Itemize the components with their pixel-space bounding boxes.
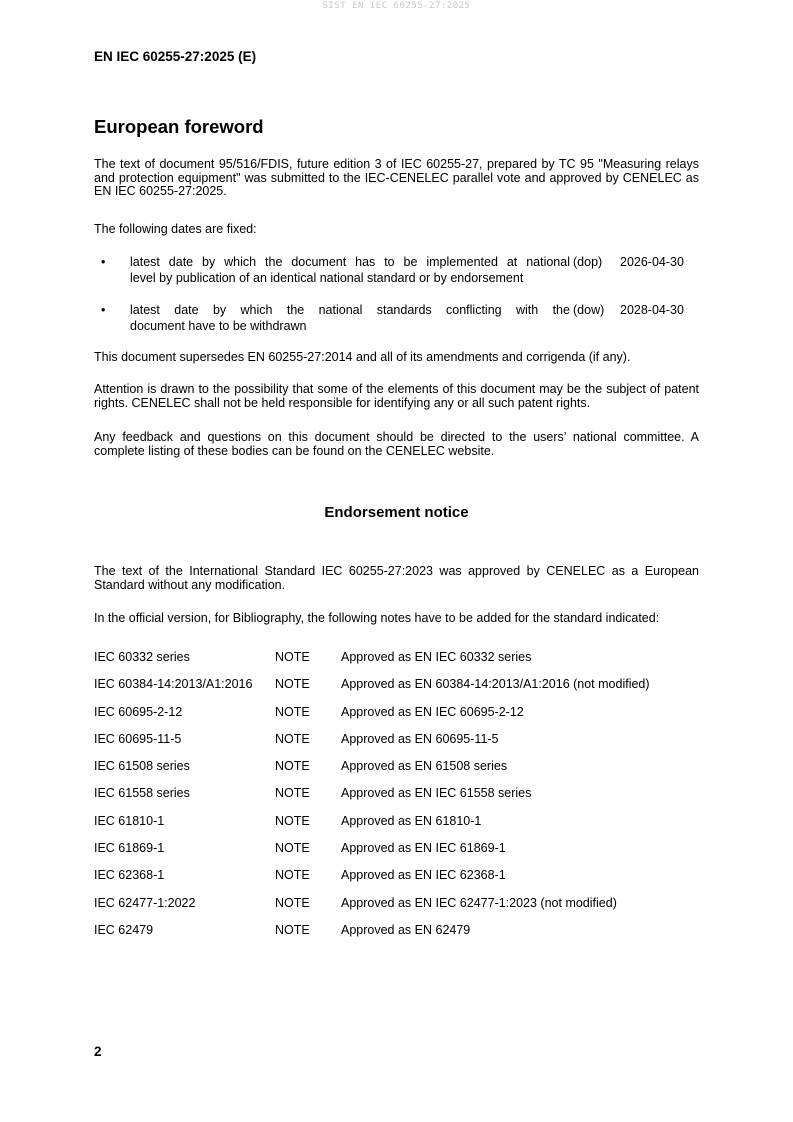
note-standard: IEC 62479 bbox=[94, 922, 154, 937]
word: the bbox=[265, 255, 283, 269]
note-text: Approved as EN 60384-14:2013/A1:2016 (not modified) bbox=[341, 677, 650, 692]
foreword-title: European foreword bbox=[94, 116, 264, 137]
word: national bbox=[318, 303, 363, 317]
endorsement-title: Endorsement notice bbox=[324, 504, 469, 521]
word: to bbox=[384, 255, 395, 269]
word: latest bbox=[130, 255, 160, 269]
note-text: Approved as EN 61810-1 bbox=[341, 813, 482, 828]
dow-date: 2028-04-30 bbox=[620, 303, 684, 317]
note-text: Approved as EN IEC 62477-1:2023 (not modified) bbox=[341, 895, 617, 910]
word: date bbox=[168, 255, 194, 269]
word: the bbox=[286, 303, 305, 317]
note-label: NOTE bbox=[275, 868, 310, 883]
note-standard: IEC 61558 series bbox=[94, 786, 190, 801]
word: by bbox=[202, 255, 216, 269]
note-label: NOTE bbox=[275, 922, 310, 937]
note-text: Approved as EN 60695-11-5 bbox=[341, 731, 499, 746]
note-standard: IEC 60332 series bbox=[94, 650, 190, 664]
word: document bbox=[291, 255, 347, 269]
word: at bbox=[506, 255, 518, 269]
word: by bbox=[212, 303, 227, 317]
bibliography-intro: In the official version, for Bibliography, the following notes have to be added for the standard indicated: bbox=[94, 611, 660, 625]
dow-line2: document have to be withdrawn bbox=[130, 318, 307, 333]
word: the bbox=[552, 303, 570, 317]
dop-date: 2026-04-30 bbox=[620, 255, 684, 269]
document-id: EN IEC 60255-27:2025 (E) bbox=[94, 49, 257, 64]
bullet-marker: • bbox=[101, 255, 106, 269]
note-standard: IEC 61869-1 bbox=[94, 841, 165, 856]
word: implemented bbox=[426, 255, 498, 269]
word: which bbox=[240, 303, 273, 317]
note-standard: IEC 61810-1 bbox=[94, 813, 165, 828]
note-standard: IEC 62477-1:2022 bbox=[94, 895, 196, 910]
note-label: NOTE bbox=[275, 704, 310, 719]
note-text: Approved as EN IEC 60695-2-12 bbox=[341, 704, 524, 719]
note-text: Approved as EN IEC 60332 series bbox=[341, 650, 532, 664]
dow-line1 bbox=[130, 303, 570, 319]
word: latest bbox=[130, 303, 160, 317]
patent-paragraph: Attention is drawn to the possibility that some of the elements of this document may be the subject of patent rights. CENELEC shall not be held responsible for identifying any or all such patent rights. bbox=[94, 382, 699, 410]
dop-line2: level by publication of an identical national standard or by endorsement bbox=[130, 270, 524, 285]
dop-abbreviation: (dop) bbox=[573, 255, 603, 269]
word: standards bbox=[376, 303, 432, 317]
bullet-marker: • bbox=[101, 303, 106, 317]
word: conflicting bbox=[446, 303, 502, 317]
foreword-intro: The text of document 95/516/FDIS, future edition 3 of IEC 60255-27, prepared by TC 95 "Measuring relays and protection equipment" was submitted to the IEC-CENELEC parallel vote and approved by CENELEC as EN IEC 60255-27:2025. bbox=[94, 157, 699, 199]
word: with bbox=[515, 303, 539, 317]
note-label: NOTE bbox=[275, 677, 310, 692]
note-standard: IEC 60695-2-12 bbox=[94, 704, 183, 719]
note-standard: IEC 61508 series bbox=[94, 759, 190, 774]
note-label: NOTE bbox=[275, 895, 310, 910]
note-standard: IEC 60384-14:2013/A1:2016 bbox=[94, 677, 253, 692]
page-number: 2 bbox=[94, 1044, 102, 1059]
dates-intro: The following dates are fixed: bbox=[94, 222, 257, 236]
note-text: Approved as EN IEC 62368-1 bbox=[341, 868, 506, 883]
note-label: NOTE bbox=[275, 731, 310, 746]
note-label: NOTE bbox=[275, 650, 310, 664]
dop-line1 bbox=[130, 255, 570, 271]
note-label: NOTE bbox=[275, 841, 310, 856]
dow-description bbox=[130, 303, 570, 334]
feedback-paragraph: Any feedback and questions on this document should be directed to the users’ national committee. A complete listing of these bodies can be found on the CENELEC website. bbox=[94, 430, 699, 458]
word: be bbox=[403, 255, 418, 269]
supersedes-paragraph: This document supersedes EN 60255-27:2014 and all of its amendments and corrigenda (if any). bbox=[94, 350, 631, 364]
word: has bbox=[355, 255, 376, 269]
word: national bbox=[526, 255, 570, 269]
note-label: NOTE bbox=[275, 813, 310, 828]
note-label: NOTE bbox=[275, 786, 310, 801]
dop-description bbox=[130, 255, 570, 286]
word: date bbox=[174, 303, 199, 317]
note-standard: IEC 62368-1 bbox=[94, 868, 165, 883]
note-text: Approved as EN 61508 series bbox=[341, 759, 508, 774]
watermark: SIST EN IEC 60255-27:2025 bbox=[322, 1, 471, 11]
endorsement-text: The text of the International Standard IEC 60255-27:2023 was approved by CENELEC as a European Standard without any modification. bbox=[94, 564, 699, 592]
note-text: Approved as EN IEC 61558 series bbox=[341, 786, 532, 801]
note-standard: IEC 60695-11-5 bbox=[94, 731, 182, 746]
note-text: Approved as EN 62479 bbox=[341, 922, 471, 937]
dow-abbreviation: (dow) bbox=[573, 303, 605, 317]
word: which bbox=[224, 255, 257, 269]
note-label: NOTE bbox=[275, 759, 310, 774]
note-text: Approved as EN IEC 61869-1 bbox=[341, 841, 506, 856]
